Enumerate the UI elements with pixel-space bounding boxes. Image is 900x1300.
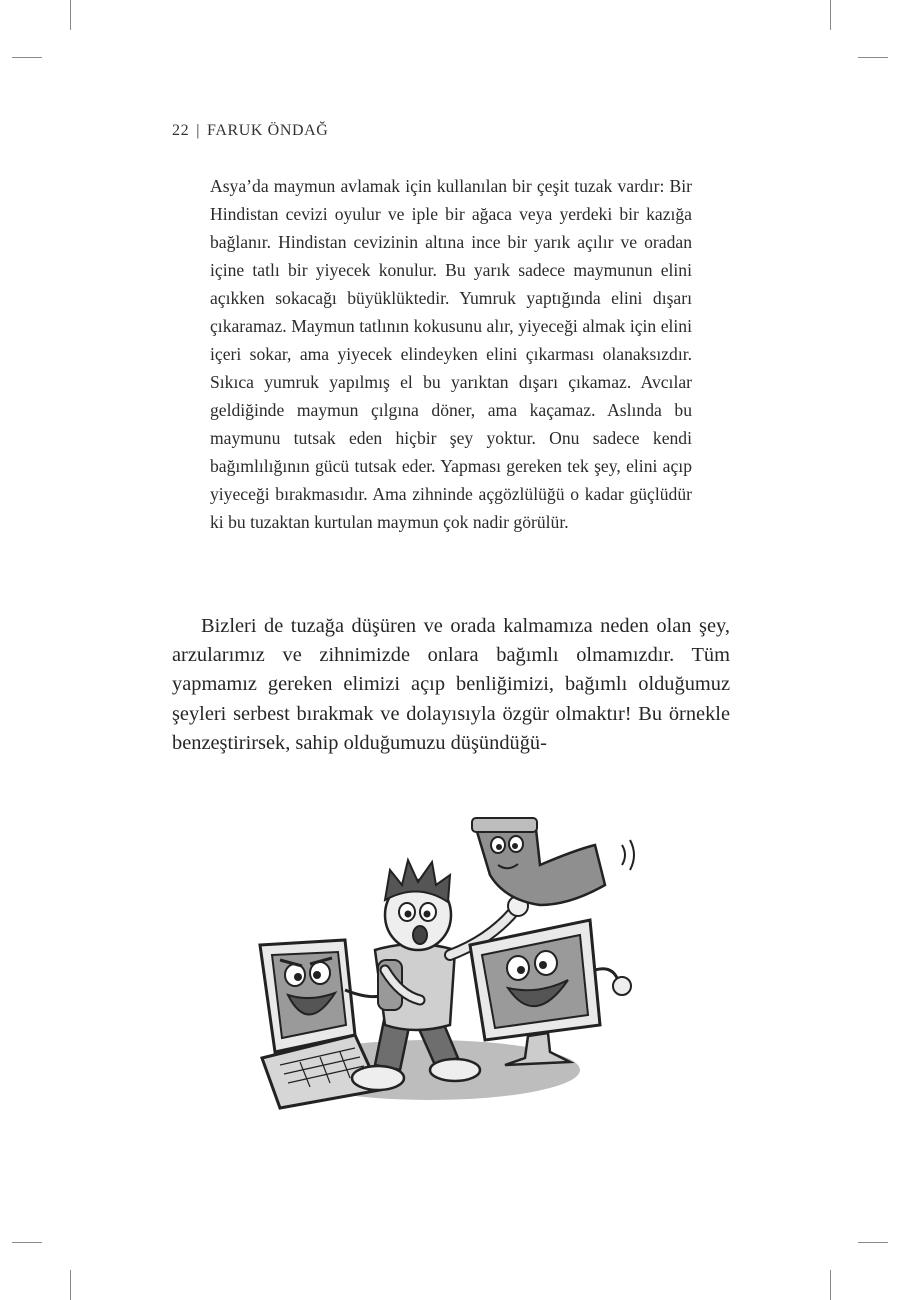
crop-mark [858,57,888,58]
body-paragraph: Bizleri de tuzağa düşüren ve orada kalmamıza neden olan şey, arzularımız ve zihnimizde onlara bağımlı olmamızdır. Tüm yapmamız gereken elimizi açıp benliğimizi, bağımlı olduğumuz şeyleri serbest bırakmak ve dolayısıyla özgür olmaktır! Bu örnekle benzeştirirsek, sahip olduğumuzu düşündüğü- [172,615,730,754]
crop-mark [830,1270,831,1300]
running-head [172,122,328,140]
sock-character [472,818,634,905]
header-separator: | [196,122,201,139]
crop-mark [12,57,42,58]
quote-text: Asya’da maymun avlamak için kullanılan bir çeşit tuzak vardır: Bir Hindistan cevizi oyulur ve iple bir ağaca veya yerdeki bir kazığa bağlanır. Hindistan cevizinin altına ince bir yarık açılır ve oradan içine tatlı bir yiyecek konulur. Bu yarık sadece maymunun elini açıkken sokacağı büyüklüktedir. Yumruk yaptığında elini dışarı çıkaramaz. Maymun tatlının kokusunu alır, yiyeceği almak için elini içeri sokar, ama yiyecek elindeyken elini çıkarması olanaksızdır. Sıkıca yumruk yapılmış el bu yarıktan dışarı çıkamaz. Avcılar geldiğinde maymun çılgına döner, ama kaçamaz. Aslında bu maymunu tutsak eden hiçbir şey yoktur. Onu sadece kendi bağımlılığının gücü tutsak eder. Yapması gereken tek şey, elini açıp yiyeceği bırakmasıdır. Ama zihninde açgözlülüğü o kadar güçlüdür ki bu tuzaktan kurtulan maymun çok nadir görülür. [210,176,692,532]
cartoon-boy-with-laptop-monitor-and-sock-icon [250,790,640,1110]
crop-mark [70,1270,71,1300]
crop-mark [858,1242,888,1243]
author-name: FARUK ÖNDAĞ [207,122,329,139]
crop-mark [830,0,831,30]
crop-mark [70,0,71,30]
quote-block [210,172,692,536]
body-text [172,612,730,758]
page-number: 22 [172,122,190,139]
crop-mark [12,1242,42,1243]
